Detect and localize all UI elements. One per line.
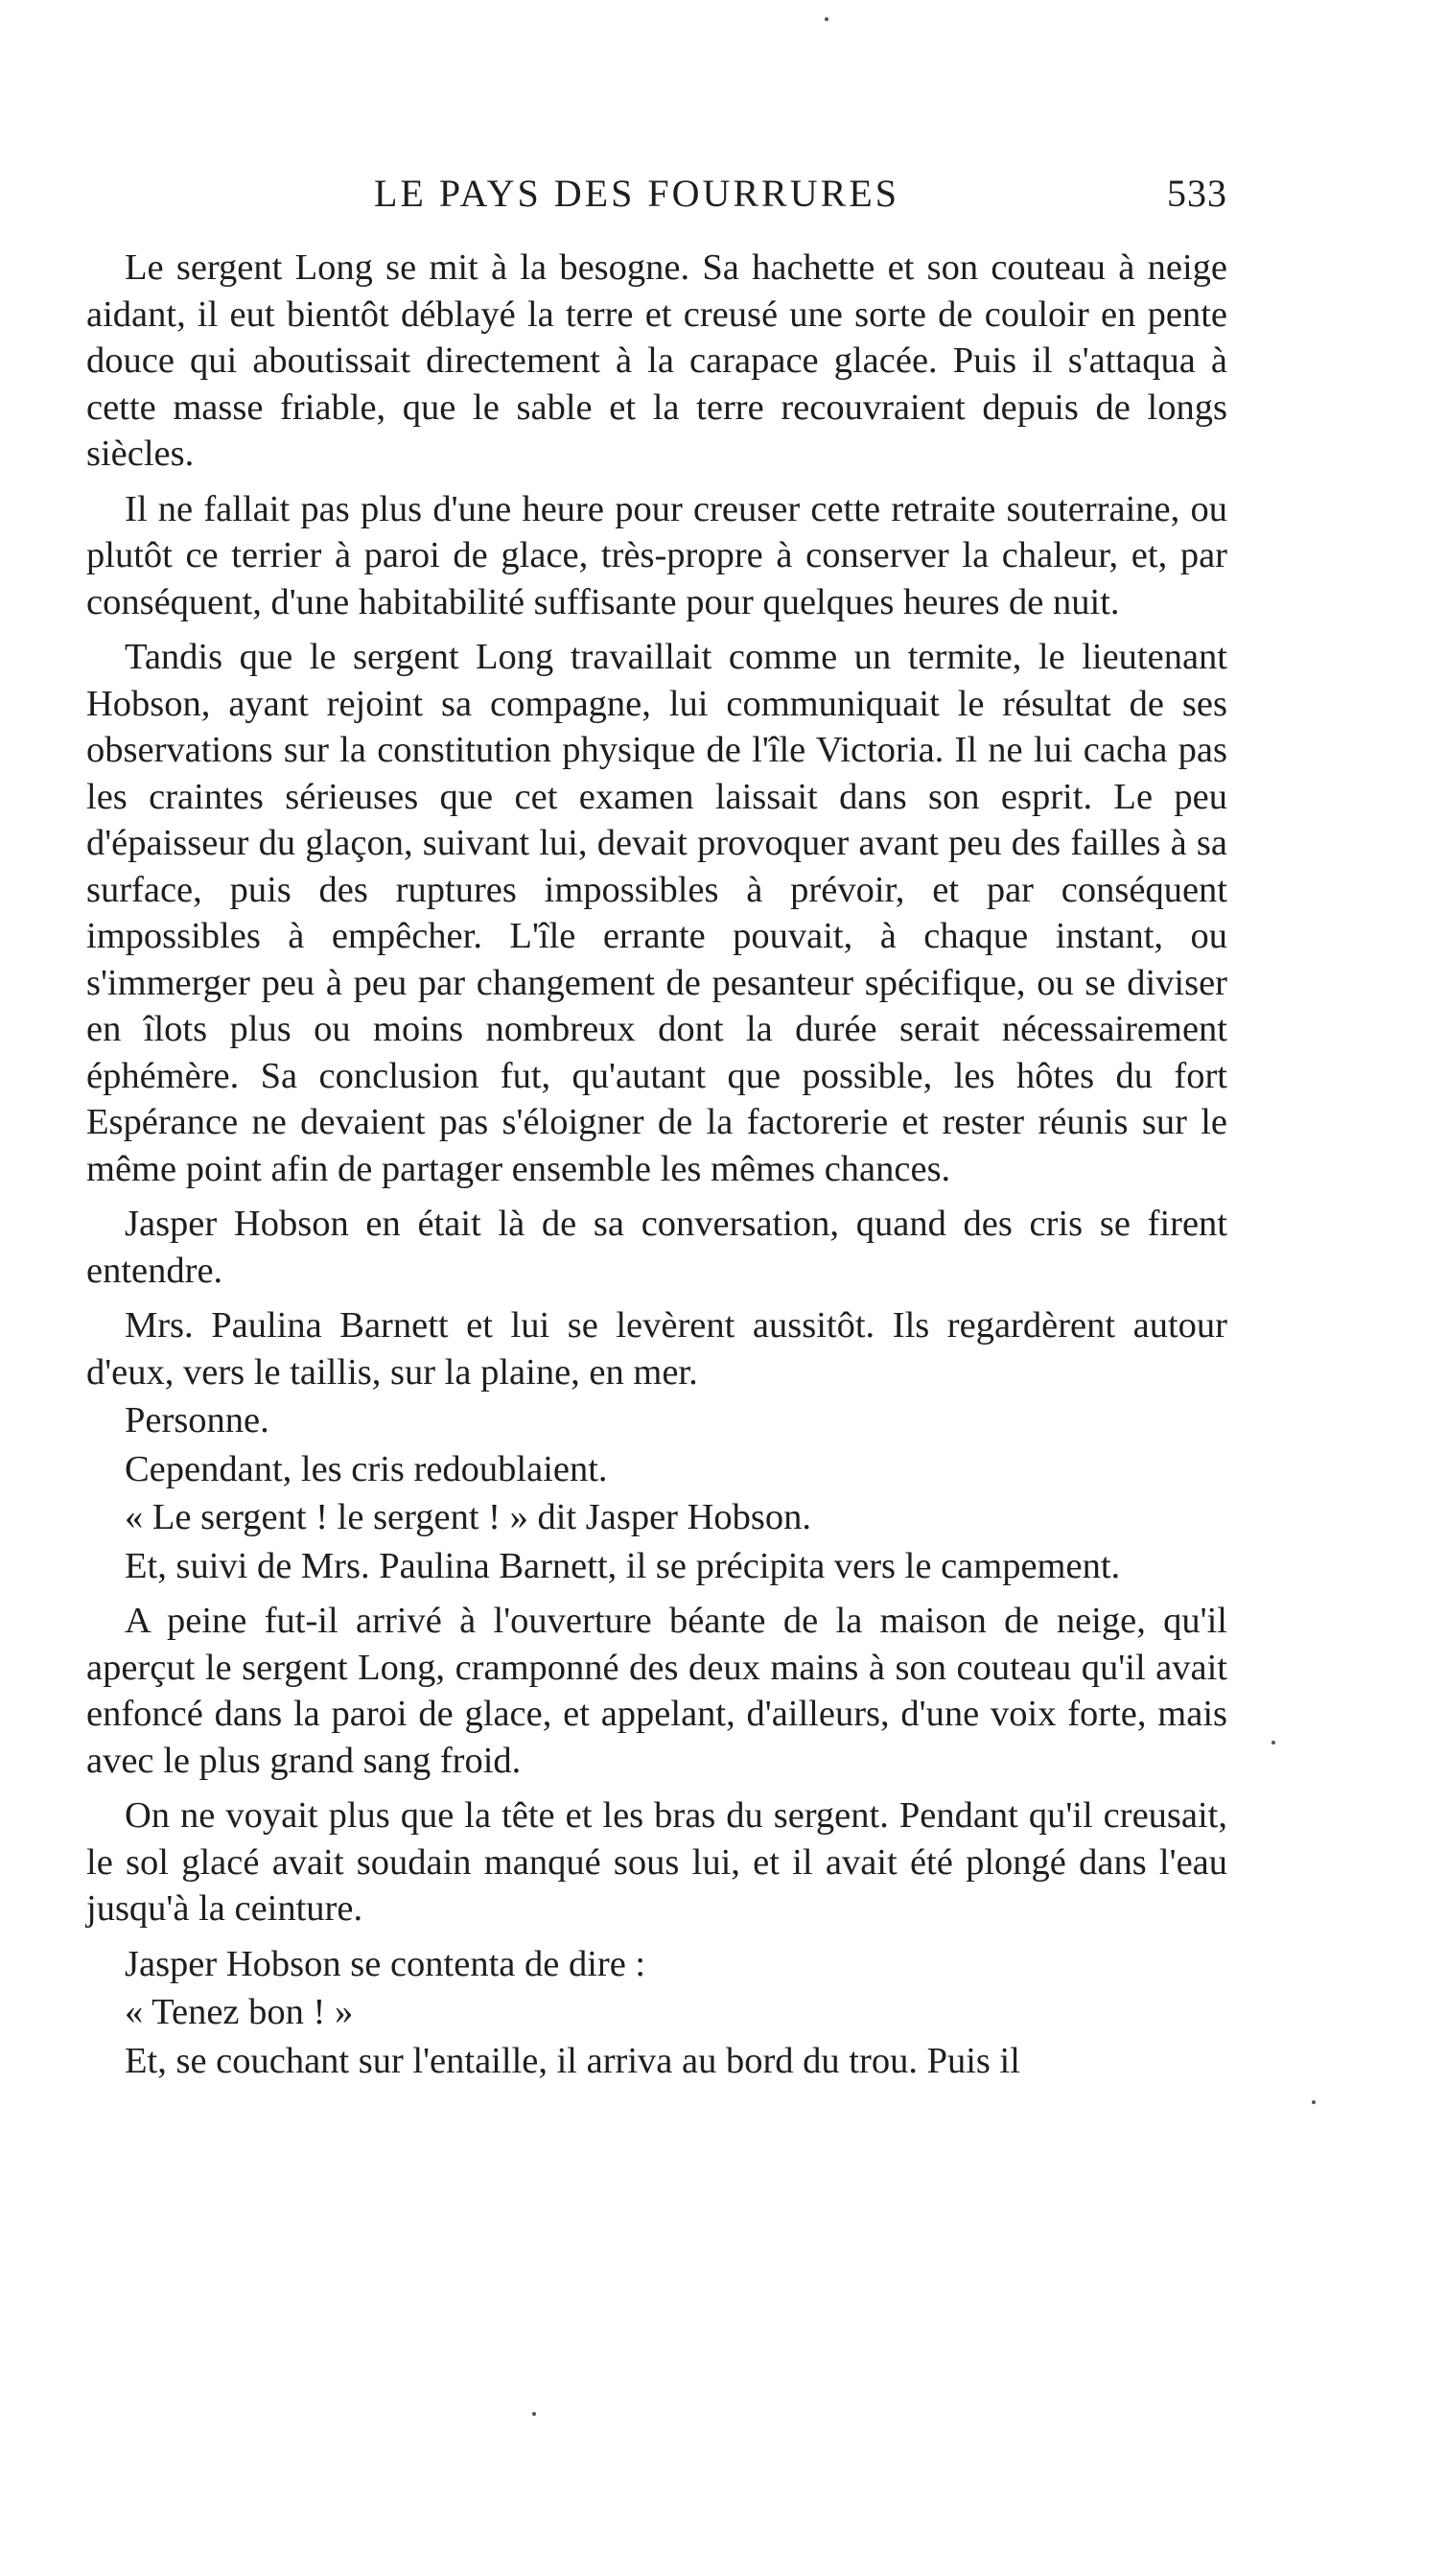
print-speck bbox=[532, 2412, 536, 2416]
page-number: 533 bbox=[1167, 172, 1227, 215]
paragraph: Personne. bbox=[125, 1400, 269, 1440]
paragraph: Le sergent Long se mit à la besogne. Sa hachette et son couteau à neige aidant, il eut bientôt déblayé la terre et creusé une sorte de couloir en pente douce qui aboutissait directement à la carapace glacée. Puis il s'attaqua à cette masse friable, que le sable et la terre recouvraient depuis de longs siècles. bbox=[86, 247, 1227, 474]
print-speck bbox=[825, 17, 828, 21]
running-title: LE PAYS DES FOURRURES bbox=[374, 172, 899, 215]
paragraph: A peine fut-il arrivé à l'ouverture béante de la maison de neige, qu'il aperçut le sergent Long, cramponné des deux mains à son couteau qu'il avait enfoncé dans la paroi de glace, et appelant, d'ailleurs, d'une voix forte, mais avec le plus grand sang froid. bbox=[86, 1601, 1227, 1781]
paragraph: Tandis que le sergent Long travaillait comme un termite, le lieutenant Hobson, ayant rejoint sa compagne, lui communiquait le résultat de ses observations sur la constitution physique de l'île Victoria. Il ne lui cacha pas les craintes sérieuses que cet examen laissait dans son esprit. Le peu d'épaisseur du glaçon, suivant lui, devait provoquer avant peu des failles à sa surface, puis des ruptures impossibles à prévoir, et par conséquent impossibles à empêcher. L'île errante pouvait, à chaque instant, ou s'immerger peu à peu par changement de pesanteur spécifique, ou se diviser en îlots plus ou moins nombreux dont la durée serait nécessairement éphémère. Sa conclusion fut, qu'autant que possible, les hôtes du fort Espérance ne devaient pas s'éloigner de la factorerie et rester réunis sur le même point afin de partager ensemble les mêmes chances. bbox=[86, 637, 1227, 1189]
page-header bbox=[115, 171, 1227, 228]
paragraph: On ne voyait plus que la tête et les bras du sergent. Pendant qu'il creusait, le sol glacé avait soudain manqué sous lui, et il avait été plongé dans l'eau jusqu'à la ceinture. bbox=[86, 1795, 1227, 1929]
paragraph: Jasper Hobson en était là de sa conversation, quand des cris se firent entendre. bbox=[86, 1204, 1227, 1291]
body-text bbox=[86, 245, 1227, 2093]
print-speck bbox=[1312, 2100, 1316, 2104]
paragraph: Mrs. Paulina Barnett et lui se levèrent aussitôt. Ils regardèrent autour d'eux, vers le taillis, sur la plaine, en mer. bbox=[86, 1305, 1227, 1393]
print-speck bbox=[1271, 1741, 1275, 1745]
paragraph: « Tenez bon ! » bbox=[125, 1992, 354, 2032]
paragraph: « Le sergent ! le sergent ! » dit Jasper Hobson. bbox=[125, 1497, 812, 1537]
paragraph: Et, se couchant sur l'entaille, il arriva au bord du trou. Puis il bbox=[125, 2040, 1020, 2081]
paragraph: Il ne fallait pas plus d'une heure pour creuser cette retraite souterraine, ou plutôt ce terrier à paroi de glace, très-propre à conserver la chaleur, et, par conséquent, d'une habitabilité suffisante pour quelques heures de nuit. bbox=[86, 488, 1227, 622]
paragraph: Cependant, les cris redoublaient. bbox=[125, 1448, 608, 1489]
paragraph: Jasper Hobson se contenta de dire : bbox=[125, 1943, 646, 1984]
paragraph: Et, suivi de Mrs. Paulina Barnett, il se précipita vers le campement. bbox=[125, 1545, 1121, 1586]
